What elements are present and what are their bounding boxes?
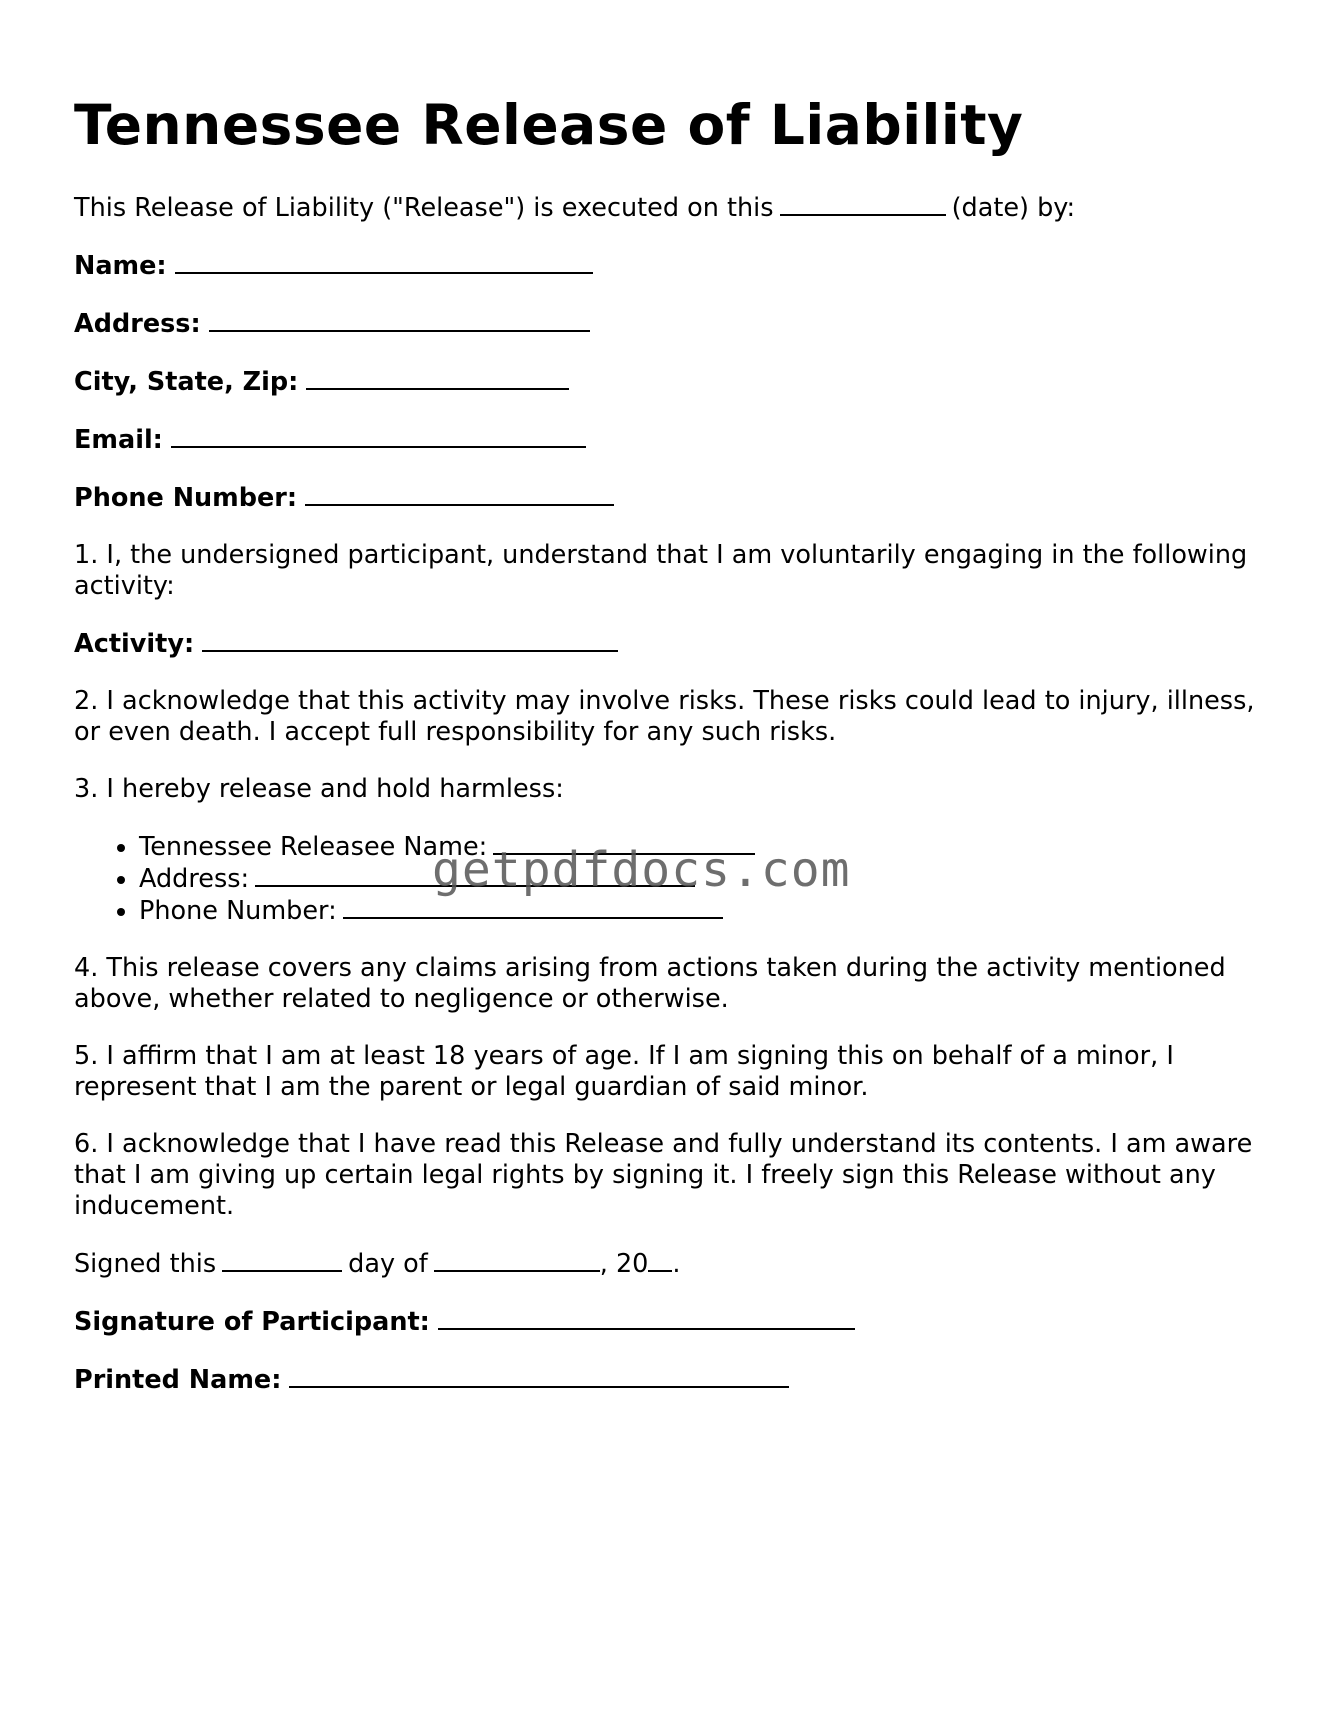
releasee-name-label: Tennessee Releasee Name: (139, 832, 488, 862)
signed-date-line (74, 1248, 1274, 1280)
address-label: Address: (74, 309, 201, 339)
paragraph-1: 1. I, the undersigned participant, understand that I am voluntarily engaging in the following activity: (74, 540, 1256, 601)
paragraph-3: 3. I hereby release and hold harmless: (74, 774, 564, 804)
city-state-zip-field (74, 366, 1274, 398)
releasee-address-label: Address: (139, 864, 250, 894)
list-item (139, 895, 1274, 927)
phone-field (74, 482, 1274, 514)
intro-line (74, 192, 1274, 224)
document-title: Tennessee Release of Liability (74, 93, 1024, 157)
address-field (74, 308, 1274, 340)
phone-blank[interactable] (305, 482, 614, 506)
name-label: Name: (74, 251, 167, 281)
paragraph-4: 4. This release covers any claims arising from actions taken during the activity mentioned above, whether related to negligence or otherwise. (74, 953, 1234, 1014)
activity-label: Activity: (74, 629, 195, 659)
month-blank[interactable] (434, 1248, 600, 1272)
paragraph-2: 2. I acknowledge that this activity may involve risks. These risks could lead to injury, illness, or even death. I accept full responsibility for any such risks. (74, 686, 1263, 747)
paragraph-6: 6. I acknowledge that I have read this Release and fully understand its contents. I am aware that I am giving up certain legal rights by signing it. I freely sign this Release without any inducement. (74, 1129, 1261, 1221)
date-blank[interactable] (780, 192, 946, 216)
year-prefix-text: , 20 (599, 1249, 649, 1279)
name-blank[interactable] (175, 250, 593, 274)
phone-label: Phone Number: (74, 483, 298, 513)
printed-name-label: Printed Name: (74, 1365, 282, 1395)
day-of-text: day of (348, 1249, 428, 1279)
name-field (74, 250, 1274, 282)
year-blank[interactable] (648, 1248, 672, 1272)
city-state-zip-blank[interactable] (306, 366, 569, 390)
email-field (74, 424, 1274, 456)
printed-name-blank[interactable] (289, 1364, 789, 1388)
signature-blank[interactable] (438, 1306, 855, 1330)
address-blank[interactable] (209, 308, 590, 332)
activity-field (74, 628, 1274, 660)
printed-name-field (74, 1364, 1274, 1396)
city-state-zip-label: City, State, Zip: (74, 367, 299, 397)
signature-field (74, 1306, 1274, 1338)
signed-this-text: Signed this (74, 1249, 217, 1279)
intro-date-suffix: (date) by: (951, 193, 1076, 223)
watermark: getpdfdocs.com (432, 842, 851, 898)
paragraph-5: 5. I affirm that I am at least 18 years of age. If I am signing this on behalf of a minor, I represent that I am the parent or legal guardian of said minor. (74, 1041, 1182, 1102)
signed-period: . (672, 1249, 681, 1279)
releasee-phone-blank[interactable] (343, 895, 723, 919)
day-blank[interactable] (222, 1248, 342, 1272)
email-label: Email: (74, 425, 163, 455)
document-page (74, 92, 1274, 1422)
email-blank[interactable] (171, 424, 586, 448)
activity-blank[interactable] (202, 628, 618, 652)
intro-text: This Release of Liability ("Release") is executed on this (74, 193, 774, 223)
signature-label: Signature of Participant: (74, 1307, 430, 1337)
releasee-phone-label: Phone Number: (139, 896, 337, 926)
